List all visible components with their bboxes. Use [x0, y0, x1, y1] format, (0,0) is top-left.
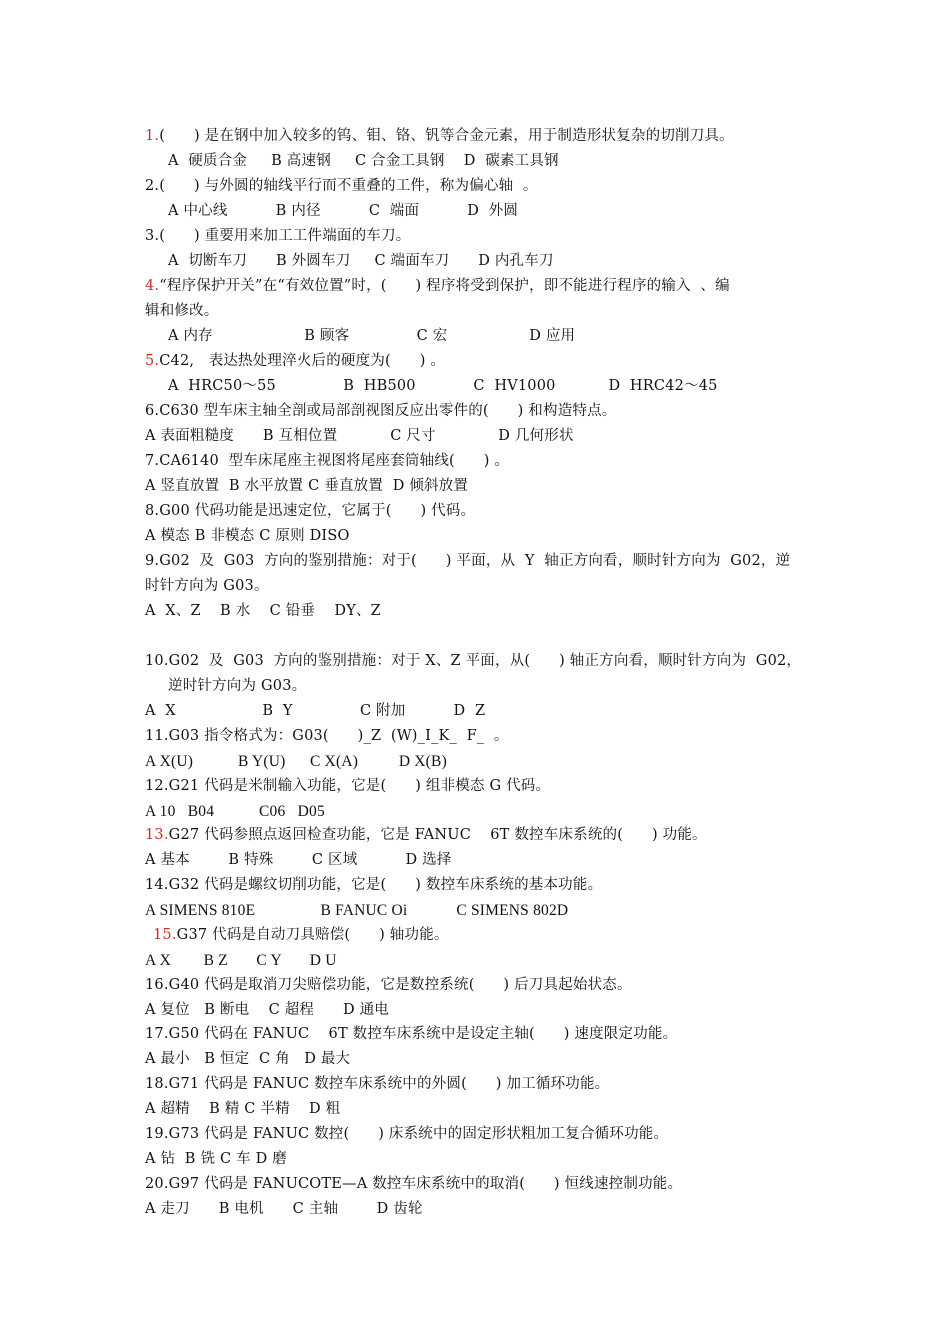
options-4: A 内存 B 顾客 C 宏 D 应用	[168, 328, 576, 344]
question-9-continued: 时针方向为 G03。	[145, 578, 269, 594]
options-20: A 走刀 B 电机 C 主轴 D 齿轮	[145, 1201, 423, 1217]
question-16: 16.G40 代码是取消刀尖赔偿功能，它是数控系统( ) 后刀具起始状态。	[145, 977, 632, 993]
question-number: 15.	[153, 927, 177, 943]
question-text: “程序保护开关”在“有效位置”时，( ) 程序将受到保护，即不能进行程序的输入 、编	[159, 278, 730, 294]
question-text: ( ) 是在钢中加入较多的钨、钼、铬、钒等合金元素，用于制造形状复杂的切削刀具。	[159, 128, 734, 144]
question-11: 11.G03 指令格式为：G03( )_Z (W)_I_K_ F_ 。	[145, 728, 509, 744]
question-13	[145, 823, 707, 848]
options-10: A X B Y C 附加 D Z	[145, 703, 486, 719]
question-19: 19.G73 代码是 FANUC 数控( ) 床系统中的固定形状粗加工复合循环功能。	[145, 1126, 669, 1142]
options-6: A 表面粗糙度 B 互相位置 C 尺寸 D 几何形状	[145, 428, 574, 444]
options-11: A X(U) B Y(U) C X(A) D X(B)	[145, 753, 447, 770]
options-16: A 复位 B 断电 C 超程 D 通电	[145, 1002, 390, 1018]
options-19: A 钻 B 铣 C 车 D 磨	[145, 1151, 287, 1167]
question-9: 9.G02 及 G03 方向的鉴别措施：对于( ) 平面，从 Y 轴正方向看，顺时针方向为 G02，逆	[145, 553, 791, 569]
question-text: G37 代码是自动刀具赔偿( ) 轴功能。	[176, 927, 449, 943]
options-17: A 最小 B 恒定 C 角 D 最大	[145, 1051, 351, 1067]
question-20: 20.G97 代码是 FANUCOTE—A 数控车床系统中的取消( ) 恒线速控制功能。	[145, 1176, 683, 1192]
question-number: 1.	[145, 128, 160, 144]
question-7: 7.CA6140 型车床尾座主视图将尾座套筒轴线( ) 。	[145, 453, 510, 469]
question-15	[153, 923, 449, 948]
question-3: 3.( ) 重要用来加工工件端面的车刀。	[145, 228, 411, 244]
question-17: 17.G50 代码在 FANUC 6T 数控车床系统中是设定主轴( ) 速度限定功能。	[145, 1026, 678, 1042]
question-number: 4.	[145, 278, 160, 294]
options-9: A X、Z B 水 C 铅垂 DY、Z	[145, 603, 381, 619]
question-10: 10.G02 及 G03 方向的鉴别措施：对于 X、Z 平面，从( ) 轴正方向看，顺时针方向为 G02，	[145, 653, 802, 669]
options-18: A 超精 B 精 C 半精 D 粗	[145, 1101, 341, 1117]
options-13: A 基本 B 特殊 C 区域 D 选择	[145, 852, 452, 868]
options-8: A 模态 B 非模态 C 原则 DISO	[145, 528, 350, 544]
options-5: A HRC50～55 B HB500 C HV1000 D HRC42～45	[168, 378, 718, 394]
options-1: A 硬质合金 B 高速钢 C 合金工具钢 D 碳素工具钢	[168, 153, 559, 169]
question-2: 2.( ) 与外圆的轴线平行而不重叠的工件，称为偏心轴 。	[145, 178, 538, 194]
question-10-continued: 逆时针方向为 G03。	[168, 678, 307, 694]
question-1	[145, 124, 734, 149]
question-8: 8.G00 代码功能是迅速定位，它属于( ) 代码。	[145, 503, 476, 519]
options-7: A 竖直放置 B 水平放置 C 垂直放置 D 倾斜放置	[145, 478, 469, 494]
options-3: A 切断车刀 B 外圆车刀 C 端面车刀 D 内孔车刀	[168, 253, 554, 269]
question-number: 5.	[145, 353, 160, 369]
question-14: 14.G32 代码是螺纹切削功能，它是( ) 数控车床系统的基本功能。	[145, 877, 603, 893]
question-6: 6.C630 型车床主轴全剖或局部剖视图反应出零件的( ) 和构造特点。	[145, 403, 617, 419]
question-number: 13.	[145, 827, 169, 843]
question-4-continued: 辑和修改。	[145, 303, 219, 319]
options-14: A SIMENS 810E B FANUC Oi C SIMENS 802D	[145, 902, 569, 919]
question-5	[145, 349, 445, 374]
question-12: 12.G21 代码是米制输入功能，它是( ) 组非模态 G 代码。	[145, 778, 551, 794]
question-18: 18.G71 代码是 FANUC 数控车床系统中的外圆( ) 加工循环功能。	[145, 1076, 610, 1092]
question-4	[145, 274, 730, 299]
options-15: A X B Z C Y D U	[145, 952, 337, 969]
question-text: G27 代码参照点返回检查功能，它是 FANUC 6T 数控车床系统的( ) 功能。	[168, 827, 707, 843]
question-text: C42, 表达热处理淬火后的硬度为( ) 。	[159, 353, 446, 369]
options-12: A 10 B04 C06 D05	[145, 803, 325, 820]
options-2: A 中心线 B 内径 C 端面 D 外圆	[168, 203, 519, 219]
